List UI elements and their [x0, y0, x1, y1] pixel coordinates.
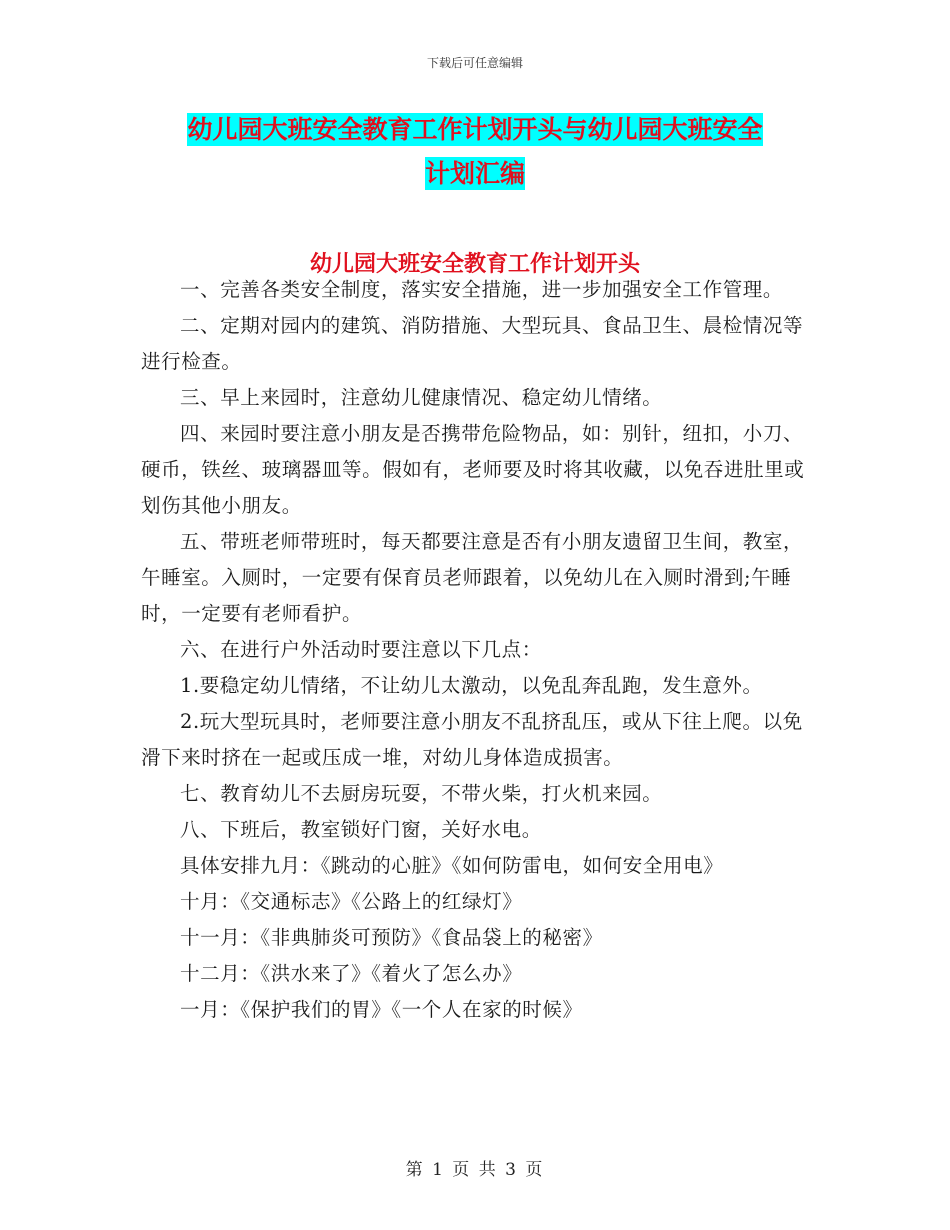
- paragraph-15: 一月：《保护我们的胃》《一个人在家的时候》: [180, 998, 583, 1021]
- paragraph-6: 六、在进行户外活动时要注意以下几点：: [180, 638, 542, 661]
- paragraph-1: 一、完善各类安全制度，落实安全措施，进一步加强安全工作管理。: [180, 278, 784, 301]
- paragraph-13: 十一月：《非典肺炎可预防》《食品袋上的秘密》: [180, 926, 603, 949]
- section-title: 幼儿园大班安全教育工作计划开头: [309, 252, 640, 277]
- paragraph-14: 十二月：《洪水来了》《着火了怎么办》: [180, 962, 523, 985]
- paragraph-11: 具体安排九月：《跳动的心脏》《如何防雷电，如何安全用电》: [180, 854, 724, 877]
- paragraph-9: 七、教育幼儿不去厨房玩耍，不带火柴，打火机来园。: [180, 782, 663, 805]
- page-footer: 第 1 页 共 3 页: [405, 1160, 545, 1180]
- paragraph-8: 2.玩大型玩具时，老师要注意小朋友不乱挤乱压，或从下往上爬。以免滑下来时挤在一起或压成一堆，对幼儿身体造成损害。: [141, 710, 803, 769]
- paragraph-12: 十月：《交通标志》《公路上的红绿灯》: [180, 890, 523, 913]
- paragraph-4: 四、来园时要注意小朋友是否携带危险物品，如：别针，纽扣，小刀、硬币，铁丝、玻璃器皿等。假如有，老师要及时将其收藏，以免吞进肚里或划伤其他小朋友。: [141, 422, 805, 517]
- header-note: 下载后可任意编辑: [426, 56, 523, 70]
- paragraph-5: 五、带班老师带班时，每天都要注意是否有小朋友遗留卫生间，教室，午睡室。入厕时，一定要有保育员老师跟着，以免幼儿在入厕时滑到;午睡时，一定要有老师看护。: [141, 530, 804, 625]
- paragraph-7: 1.要稳定幼儿情绪，不让幼儿太激动，以免乱奔乱跑，发生意外。: [180, 674, 763, 697]
- document-title-line-1: 幼儿园大班安全教育工作计划开头与幼儿园大班安全: [187, 115, 763, 144]
- paragraph-2: 二、定期对园内的建筑、消防措施、大型玩具、食品卫生、晨检情况等进行检查。: [141, 314, 804, 373]
- document-title: [140, 108, 810, 196]
- paragraph-10: 八、下班后，教室锁好门窗，关好水电。: [180, 818, 542, 841]
- body-text: [141, 272, 809, 1028]
- document-title-line-2: 计划汇编: [424, 159, 525, 188]
- paragraph-3: 三、早上来园时，注意幼儿健康情况、稳定幼儿情绪。: [180, 386, 663, 409]
